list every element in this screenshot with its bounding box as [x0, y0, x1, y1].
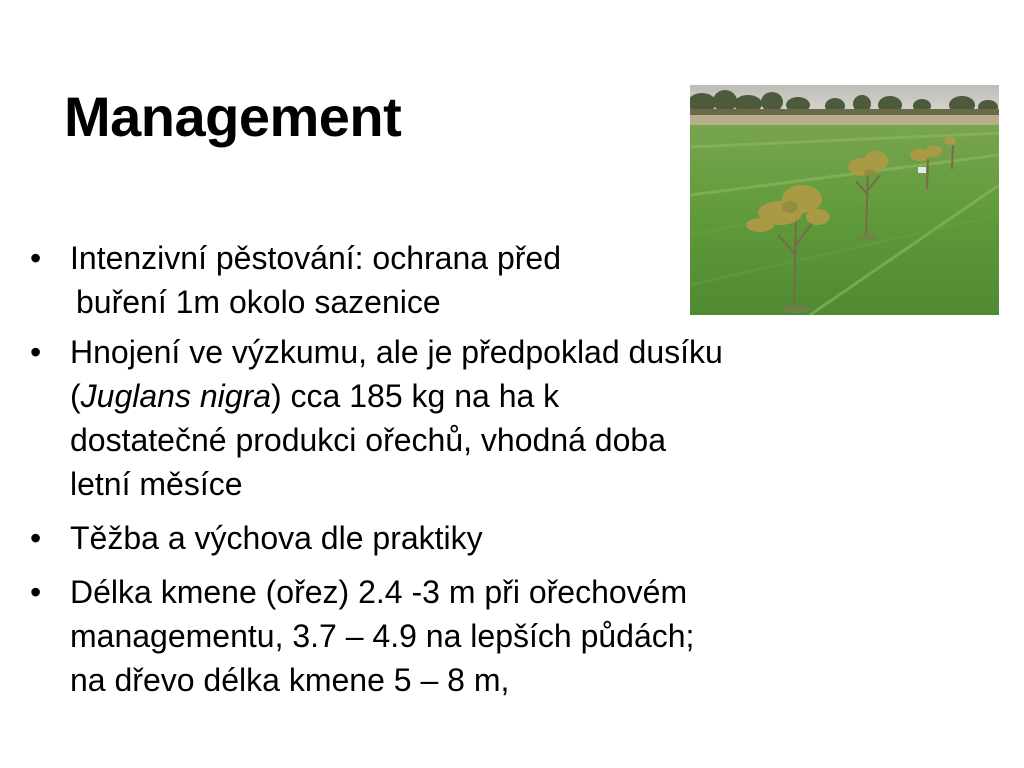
bullet-text-line: Intenzivní pěstování: ochrana před [70, 240, 561, 276]
bullet-item-harvest [30, 516, 910, 560]
bullet-text-line: Délka kmene (ořez) 2.4 -3 m při ořechovém [70, 574, 688, 610]
bullet-text-line: Těžba a výchova dle praktiky [70, 520, 483, 556]
bullet-text-line: na dřevo délka kmene 5 – 8 m, [70, 662, 510, 698]
bullet-text-line: dostatečné produkci ořechů, vhodná doba [70, 422, 666, 458]
bullet-symbol: • [30, 334, 42, 370]
bullet-text-line: managementu, 3.7 – 4.9 na lepších půdách; [70, 618, 695, 654]
fertilization-amount: ) cca 185 kg na ha k [271, 378, 560, 414]
species-name: Juglans nigra [80, 378, 271, 414]
bullet-text-line: Hnojení ve výzkumu, ale je předpoklad dusíku [70, 334, 723, 370]
paren-open: ( [70, 378, 81, 414]
bullet-symbol: • [30, 240, 42, 276]
bullet-symbol: • [30, 520, 42, 556]
bullet-symbol: • [30, 574, 42, 610]
bullet-list [30, 236, 910, 702]
bullet-text-line: letní měsíce [70, 466, 243, 502]
bullet-item-fertilization [30, 330, 910, 506]
bullet-text-line: buření 1m okolo sazenice [76, 284, 441, 320]
bullet-text-line [70, 374, 910, 418]
bullet-item-intensive-cultivation [30, 236, 910, 324]
bullet-item-trunk-length [30, 570, 910, 702]
slide-title: Management [64, 85, 402, 148]
